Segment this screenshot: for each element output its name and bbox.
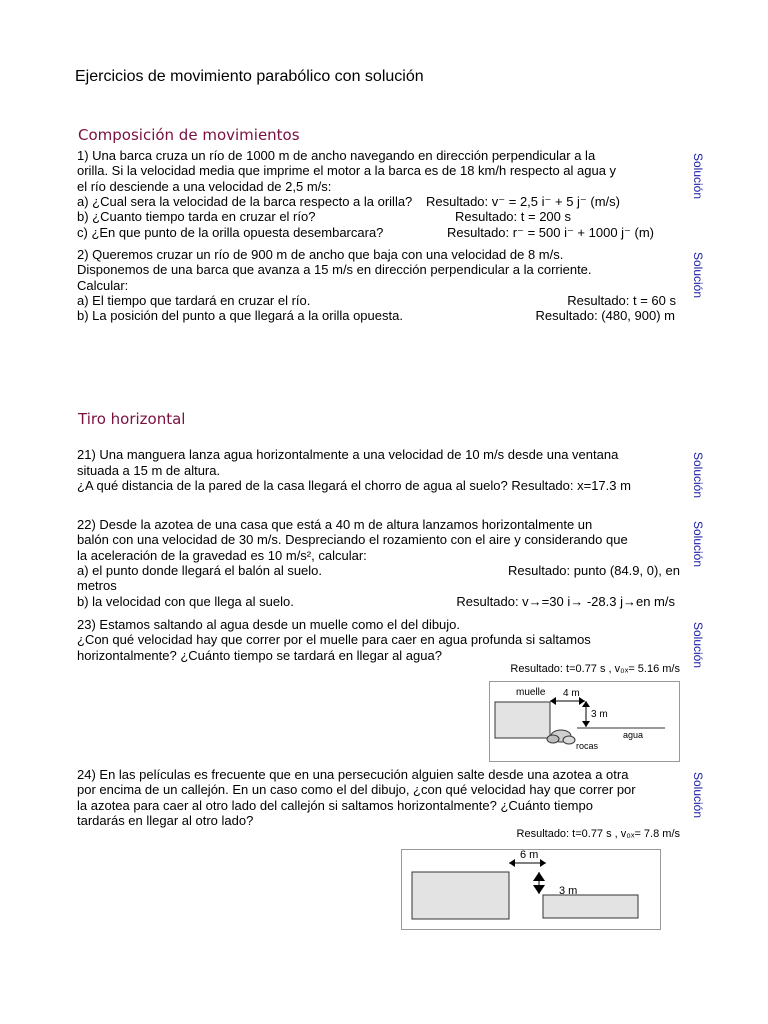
- rock-shape: [547, 735, 559, 743]
- result-text: Resultado: punto (84.9, 0), en: [507, 563, 680, 578]
- gap-label: 6 m: [520, 849, 539, 861]
- solution-link-label: Solución: [691, 452, 705, 499]
- exercise-text-line: situada a 15 m de altura.: [77, 463, 221, 478]
- exercise-text-line: la azotea para caer al otro lado del callejón si saltamos horizontalmente? ¿Cuánto tiempo: [77, 798, 593, 813]
- solution-link-label: Solución: [691, 622, 705, 669]
- exercise-text-line: 2) Queremos cruzar un río de 900 m de ancho que baja con una velocidad de 8 m/s.: [77, 247, 564, 262]
- exercise-text-line: a) el punto donde llegará el balón al suelo.: [77, 563, 323, 578]
- drop-label: 3 m: [559, 885, 578, 897]
- result-text: Resultado: (480, 900) m: [535, 308, 675, 323]
- solution-link-label: Solución: [691, 252, 705, 299]
- result-text: Resultado: t = 60 s: [567, 293, 676, 308]
- exercise-text-line: b) la velocidad con que llega al suelo.: [77, 594, 294, 609]
- result-text: Resultado: r⁻ = 500 i⁻ + 1000 j⁻ (m): [447, 225, 655, 240]
- result-text: Resultado: t=0.77 s , v₀ₓ= 7.8 m/s: [516, 828, 680, 840]
- exercise-text-line: a) El tiempo que tardará en cruzar el río.: [77, 293, 311, 308]
- exercise-text-line: la aceleración de la gravedad es 10 m/s², calcular:: [77, 548, 367, 563]
- result-text: Resultado: t=0.77 s , v₀ₓ= 5.16 m/s: [510, 663, 680, 675]
- rocks-label: rocas: [576, 741, 599, 751]
- result-text: Resultado: v→=30 i→ -28.3 j→en m/s: [456, 594, 675, 609]
- exercise-text-line: metros: [77, 578, 117, 593]
- exercise-text-line: 22) Desde la azotea de una casa que está a 40 m de altura lanzamos horizontalmente un: [77, 517, 593, 532]
- dock-block: [495, 702, 550, 738]
- dock-label: muelle: [516, 687, 546, 698]
- left-building: [412, 872, 509, 919]
- exercise-text-line: b) ¿Cuanto tiempo tarda en cruzar el río?: [77, 209, 316, 224]
- exercise-text-line: a) ¿Cual sera la velocidad de la barca respecto a la orilla?: [77, 194, 413, 209]
- exercise-text-line: 24) En las películas es frecuente que en una persecución alguien salte desde una azotea a otra: [77, 767, 629, 782]
- section-heading-composicion: Composición de movimientos: [78, 126, 300, 144]
- right-building: [543, 895, 638, 918]
- exercise-text-line: Disponemos de una barca que avanza a 15 m/s en dirección perpendicular a la corriente.: [77, 262, 592, 277]
- exercise-text-line: b) La posición del punto a que llegará a la orilla opuesta.: [77, 308, 403, 323]
- height-label: 3 m: [591, 709, 608, 720]
- width-label: 4 m: [563, 688, 580, 699]
- exercise-text-line: c) ¿En que punto de la orilla opuesta desembarcara?: [77, 225, 384, 240]
- page-title: Ejercicios de movimiento parabólico con solución: [75, 68, 424, 85]
- rooftops-figure: [401, 849, 661, 930]
- exercise-text-line: el río desciende a una velocidad de 2,5 m/s:: [77, 179, 332, 194]
- solution-link-label: Solución: [691, 153, 705, 200]
- result-text: Resultado: t = 200 s: [455, 209, 571, 224]
- exercise-text-line: Calcular:: [77, 278, 129, 293]
- exercise-text-line: ¿Con qué velocidad hay que correr por el muelle para caer en agua profunda si saltamos: [77, 632, 591, 647]
- exercise-text-line: por encima de un callejón. En un caso como el del dibujo, ¿con qué velocidad hay que correr por: [77, 782, 636, 797]
- exercise-text-line: 23) Estamos saltando al agua desde un muelle como el del dibujo.: [77, 617, 461, 632]
- exercise-text-line: orilla. Si la velocidad media que imprime el motor a la barca es de 18 km/h respecto al agua y: [77, 163, 617, 178]
- exercise-text-line: balón con una velocidad de 30 m/s. Despreciando el rozamiento con el aire y considerando que: [77, 532, 628, 547]
- exercise-text-line: tardarás en llegar al otro lado?: [77, 813, 254, 828]
- exercise-text-line: 21) Una manguera lanza agua horizontalmente a una velocidad de 10 m/s desde una ventana: [77, 447, 619, 462]
- water-label: agua: [623, 730, 644, 740]
- exercise-text-line: 1) Una barca cruza un río de 1000 m de ancho navegando en dirección perpendicular a la: [77, 148, 596, 163]
- result-text: Resultado: v⁻ = 2,5 i⁻ + 5 j⁻ (m/s): [426, 194, 620, 209]
- dock-figure: [489, 681, 680, 762]
- exercise-text-line: horizontalmente? ¿Cuánto tiempo se tardará en llegar al agua?: [77, 648, 442, 663]
- section-heading-tiro-horizontal: Tiro horizontal: [78, 410, 186, 428]
- solution-link-label: Solución: [691, 521, 705, 568]
- exercise-text-line: ¿A qué distancia de la pared de la casa llegará el chorro de agua al suelo? Resultado: x=17.3 m: [77, 478, 631, 493]
- rock-shape: [563, 736, 575, 744]
- solution-link-label: Solución: [691, 772, 705, 819]
